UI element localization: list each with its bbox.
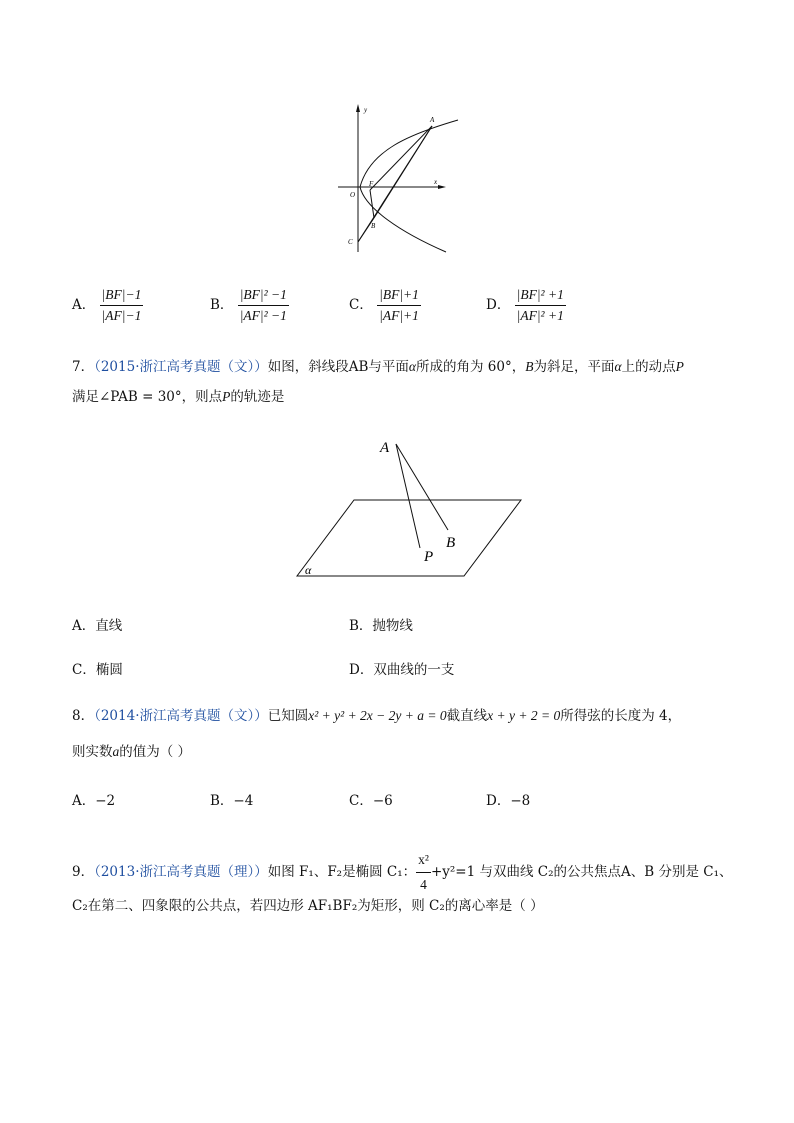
label-c: C bbox=[348, 238, 353, 246]
parabola-figure bbox=[330, 100, 470, 260]
label-y: y bbox=[364, 106, 368, 114]
q6-option-b: B． $\frac{\text{|BF|² −1}}{\text{|AF|² −1}}$ bbox=[210, 287, 287, 323]
q8-option-a: A．−2 bbox=[72, 793, 116, 809]
plane-label-b: B bbox=[446, 535, 456, 551]
q7-option-d: D．双曲线的一支 bbox=[349, 662, 455, 678]
label-x: x bbox=[434, 178, 438, 186]
label-o: O bbox=[350, 191, 356, 199]
label-b: B bbox=[371, 222, 376, 230]
q7-line2: 满足∠PAB = 30°，则点P的轨迹是 bbox=[72, 389, 285, 405]
q8-line1: 8．（2014·浙江高考真题（文））已知圆x² + y² + 2x − 2y + a = 0截直线x + y + 2 = 0所得弦的长度为 4， bbox=[72, 708, 682, 724]
plane-label-a: A bbox=[380, 440, 390, 456]
q8-option-d: D．−8 bbox=[486, 793, 531, 809]
q7-option-c: C．椭圆 bbox=[72, 662, 123, 678]
q6-option-c: C． $\frac{|BF|+1}{|AF|+1}$ bbox=[349, 287, 419, 323]
label-f: F bbox=[369, 180, 374, 188]
q7-option-a: A．直线 bbox=[72, 618, 123, 634]
plane-label-alpha: α bbox=[305, 563, 312, 577]
plane-label-p: P bbox=[424, 549, 434, 565]
q8-line2: 则实数a的值为（ ） bbox=[72, 744, 192, 760]
q6-option-a: A． $\frac{|BF|-1}{|AF|-1}$ bbox=[72, 287, 142, 323]
label-a: A bbox=[430, 116, 435, 124]
q9-line2: C₂在第二、四象限的公共点，若四边形 AF₁BF₂为矩形，则 C₂的离心率是（ ） bbox=[72, 898, 544, 914]
q8-option-b: B．−4 bbox=[210, 793, 254, 809]
q9-line1: 9．（2013·浙江高考真题（理））如图 F₁、F₂是椭圆 C₁： $\frac{\text{x²}}{4}$ +y²=1 与双曲线 C₂的公共焦点A、B 分别是 C₁、 bbox=[72, 852, 733, 892]
q8-option-c: C．−6 bbox=[349, 793, 393, 809]
q6-option-d: D． $\frac{\text{|BF|² +1}}{\text{|AF|² +1}}$ bbox=[486, 287, 564, 323]
q7-line1: 7．（2015·浙江高考真题（文））如图，斜线段AB与平面α所成的角为 60°，B为斜足，平面α上的动点P bbox=[72, 359, 684, 375]
q7-option-b: B．抛物线 bbox=[349, 618, 413, 634]
plane-figure bbox=[290, 430, 530, 585]
